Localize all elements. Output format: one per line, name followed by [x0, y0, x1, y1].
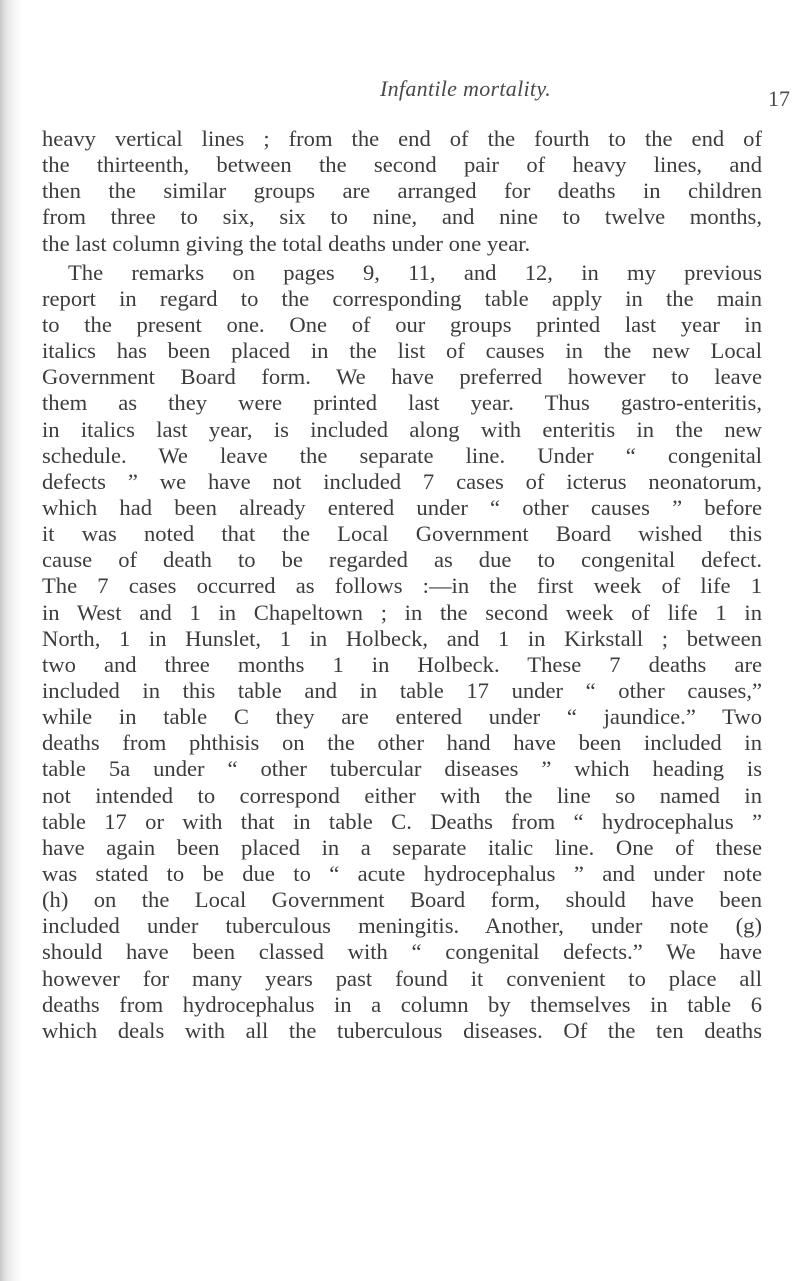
text-line: from three to six, six to nine, and nine to twelve months,	[42, 204, 762, 230]
text-line: the thirteenth, between the second pair of heavy lines, and	[42, 152, 762, 178]
text-line: the last column giving the total deaths under one year.	[42, 230, 531, 256]
text-line: two and three months 1 in Holbeck. These 7 deaths are	[42, 651, 762, 677]
text-line: italics has been placed in the list of causes in the new Local	[42, 338, 762, 364]
text-line: should have been classed with “ congenital defects.” We have	[42, 939, 762, 965]
text-line: in italics last year, is included along with enteritis in the new	[42, 416, 762, 442]
text-line: The remarks on pages 9, 11, and 12, in my previous	[68, 259, 762, 285]
text-line: report in regard to the corresponding table apply in the main	[42, 285, 762, 311]
text-line: cause of death to be regarded as due to congenital defect.	[42, 547, 762, 573]
text-line: heavy vertical lines ; from the end of the fourth to the end of	[42, 126, 762, 151]
text-line: deaths from phthisis on the other hand have been included in	[42, 730, 762, 756]
text-line: while in table C they are entered under “ jaundice.” Two	[42, 704, 762, 730]
text-line: them as they were printed last year. Thus gastro-enteritis,	[42, 390, 762, 416]
text-line: deaths from hydrocephalus in a column by themselves in table 6	[42, 991, 762, 1017]
text-line: to the present one. One of our groups printed last year in	[42, 311, 762, 337]
text-line: (h) on the Local Government Board form, should have been	[42, 887, 762, 913]
text-line: which deals with all the tuberculous diseases. Of the ten deaths	[42, 1017, 762, 1043]
text-line: Government Board form. We have preferred however to leave	[42, 364, 762, 390]
text-line: table 5a under “ other tubercular diseases ” which heading is	[42, 756, 762, 782]
body-text	[42, 126, 762, 1044]
page-header	[0, 56, 800, 111]
text-line: North, 1 in Hunslet, 1 in Holbeck, and 1 in Kirkstall ; between	[42, 625, 762, 651]
page-binding-edge	[0, 0, 22, 1281]
text-line: included in this table and in table 17 under “ other causes,”	[42, 677, 762, 703]
text-line: in West and 1 in Chapeltown ; in the second week of life 1 in	[42, 599, 762, 625]
text-line: The 7 cases occurred as follows :—in the first week of life 1	[42, 573, 762, 599]
text-line: it was noted that the Local Government Board wished this	[42, 521, 762, 547]
text-line: table 17 or with that in table C. Deaths from “ hydrocephalus ”	[42, 808, 762, 834]
running-title: Infantile mortality.	[380, 76, 551, 101]
text-line: included under tuberculous meningitis. Another, under note (g)	[42, 913, 762, 939]
page-number: 17	[768, 86, 790, 111]
text-line: have again been placed in a separate italic line. One of these	[42, 834, 762, 860]
text-line: defects ” we have not included 7 cases of icterus neonatorum,	[42, 468, 762, 494]
text-line: then the similar groups are arranged for deaths in children	[42, 178, 762, 204]
text-line: not intended to correspond either with the line so named in	[42, 782, 762, 808]
text-line: which had been already entered under “ other causes ” before	[42, 494, 762, 520]
text-line: schedule. We leave the separate line. Under “ congenital	[42, 442, 762, 468]
text-line: however for many years past found it convenient to place all	[42, 965, 762, 991]
text-line: was stated to be due to “ acute hydrocephalus ” and under note	[42, 860, 762, 886]
